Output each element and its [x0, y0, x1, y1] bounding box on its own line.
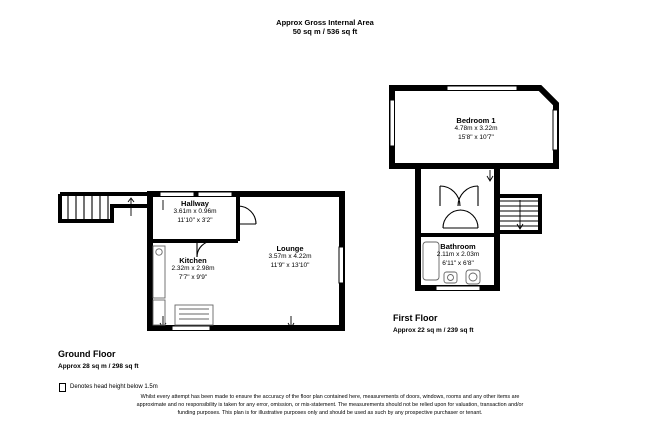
- room-label-lounge: [240, 244, 340, 270]
- room-dim-metric-kitchen: 2.32m x 2.98m: [171, 265, 215, 273]
- room-name-kitchen: Kitchen: [179, 256, 207, 265]
- gross-area-line2: 50 sq m / 536 sq ft: [292, 27, 358, 37]
- room-label-bedroom-1: [412, 116, 540, 142]
- gross-area-header: [0, 18, 650, 37]
- disclaimer-text: Whilst every attempt has been made to ensure the accuracy of the floor plan contained here, measurements of doors, windows, rooms and any other items are approximate and no responsibility is taken for any error, omission, or mis-statement. The measurements should not be relied upon for valuation, transaction and/or funding purposes. This plan is for illustrative purposes only and should be used as such by any prospective purchaser or tenant.: [136, 394, 524, 416]
- room-dim-imperial-bathroom: 6'11" x 6'8": [442, 259, 474, 267]
- floor-area-first: Approx 22 sq m / 239 sq ft: [393, 327, 474, 334]
- room-name-bathroom: Bathroom: [440, 242, 476, 251]
- room-name-hallway: Hallway: [181, 199, 209, 208]
- room-label-hallway: [145, 199, 245, 225]
- room-label-bathroom: [408, 242, 508, 268]
- floor-area-ground: Approx 28 sq m / 298 sq ft: [58, 363, 139, 370]
- room-name-lounge: Lounge: [276, 244, 304, 253]
- room-dim-metric-bedroom-1: 4.78m x 3.22m: [454, 125, 498, 133]
- floor-title-first: First Floor: [393, 313, 438, 323]
- room-dim-imperial-hallway: 11'10" x 3'2": [177, 216, 213, 224]
- room-dim-metric-bathroom: 2.11m x 2.03m: [436, 251, 480, 259]
- room-dim-imperial-kitchen: 7'7" x 9'9": [178, 273, 208, 281]
- floor-title-ground: Ground Floor: [58, 349, 116, 359]
- room-dim-imperial-lounge: 11'9" x 13'10": [270, 261, 310, 269]
- legend-label-head-height: Denotes head height below 1.5m: [70, 384, 158, 390]
- gross-area-line1: Approx Gross Internal Area: [276, 18, 374, 27]
- room-label-kitchen: [143, 256, 243, 282]
- legend-swatch-head-height: [59, 383, 66, 392]
- room-dim-metric-hallway: 3.61m x 0.96m: [173, 208, 217, 216]
- room-dim-metric-lounge: 3.57m x 4.22m: [268, 253, 312, 261]
- room-dim-imperial-bedroom-1: 15'8" x 10'7": [458, 133, 494, 141]
- room-name-bedroom-1: Bedroom 1: [456, 116, 496, 125]
